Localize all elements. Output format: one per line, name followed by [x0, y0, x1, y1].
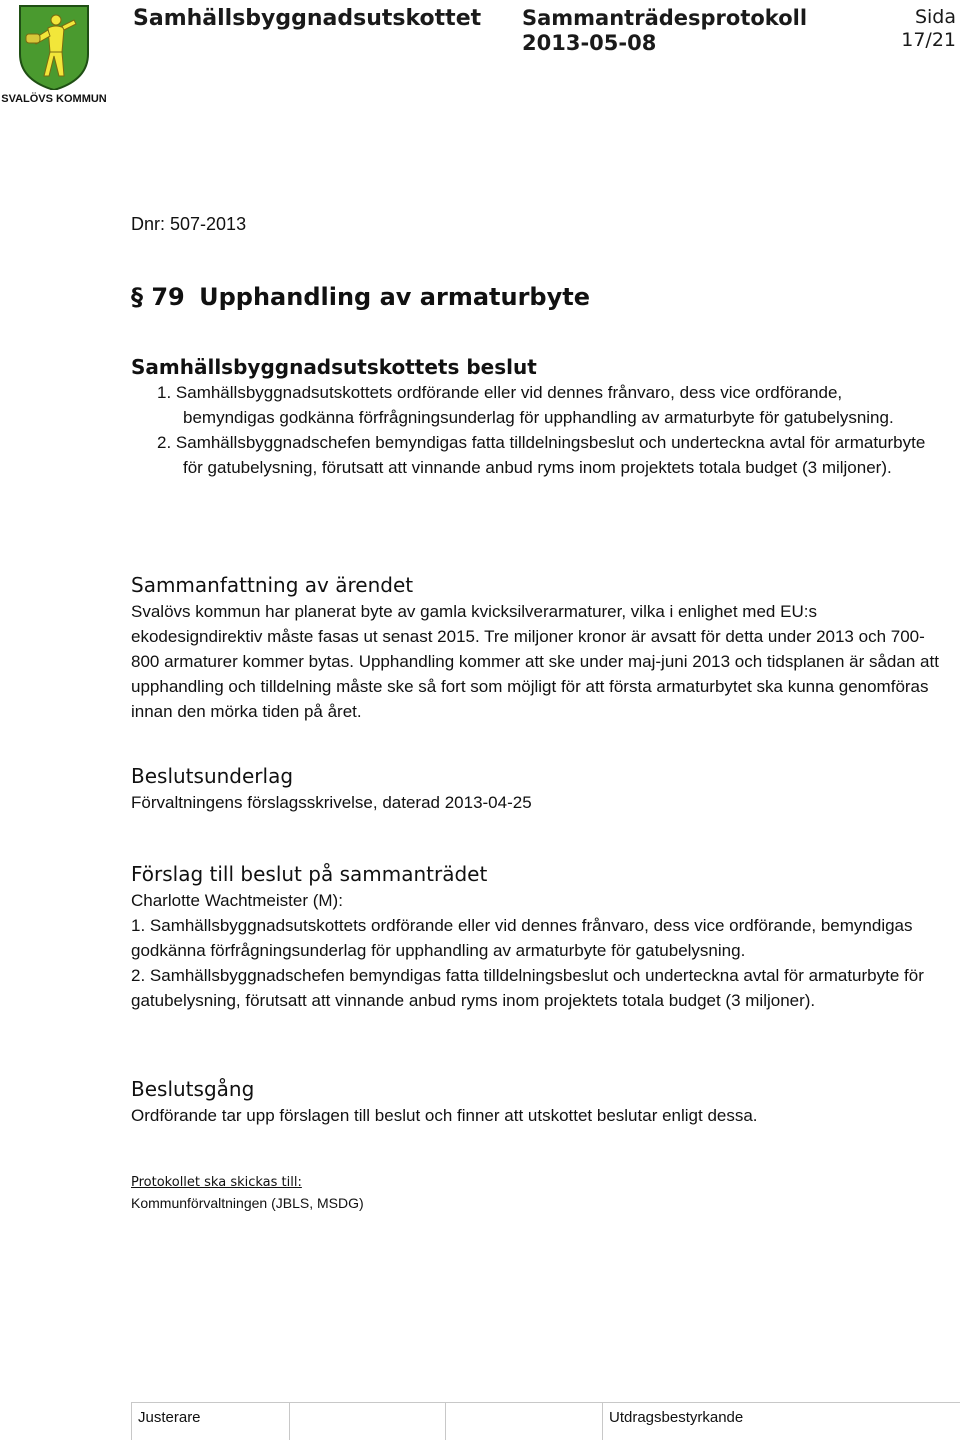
proposal-heading: Förslag till beslut på sammanträdet: [131, 862, 488, 886]
municipality-logo: [18, 4, 90, 90]
decision-list: [131, 380, 931, 480]
distribution-recipients: Kommunförvaltningen (JBLS, MSDG): [131, 1195, 364, 1211]
signature-box-2: [445, 1403, 603, 1440]
procedure-heading: Beslutsgång: [131, 1077, 255, 1101]
proposal-item-1: 1. Samhällsbyggnadsutskottets ordförande eller vid dennes frånvaro, dess vice ordförande, bemyndigas godkänna förfrågningsunderlag för upphandling av armaturbyte för gatubelysning.: [131, 916, 913, 960]
section-title: [131, 283, 590, 311]
decision-item-2: 2. Samhällsbyggnadschefen bemyndigas fatta tilldelningsbeslut och underteckna avtal för armaturbyte för gatubelysning, förutsatt att vinnande anbud ryms inom projektets totala budget (3 miljoner).: [157, 433, 926, 477]
municipality-name: SVALÖVS KOMMUN: [1, 93, 107, 105]
meeting-date: 2013-05-08: [522, 31, 657, 55]
proposal-section: [131, 860, 946, 1013]
utdrag-cell: [602, 1403, 822, 1440]
proposal-proposer: Charlotte Wachtmeister (M):: [131, 891, 343, 910]
procedure-section: [131, 1075, 946, 1128]
utdrag-label: Utdragsbestyrkande: [609, 1409, 744, 1426]
coat-of-arms-icon: [18, 4, 90, 90]
signature-footer: [131, 1402, 960, 1440]
section-symbol: §: [131, 283, 143, 311]
justerare-cell: [131, 1403, 290, 1440]
signature-box-1: [288, 1403, 446, 1440]
basis-section: [131, 762, 931, 815]
procedure-text: Ordförande tar upp förslagen till beslut och finner att utskottet beslutar enligt dessa.: [131, 1106, 758, 1125]
page-number: 17/21: [901, 29, 956, 51]
decision-heading: Samhällsbyggnadsutskottets beslut: [131, 355, 537, 379]
distribution-label: Protokollet ska skickas till:: [131, 1175, 302, 1190]
document-type: Sammanträdesprotokoll: [522, 6, 808, 30]
justerare-label: Justerare: [138, 1409, 201, 1426]
proposal-item-2: 2. Samhällsbyggnadschefen bemyndigas fatta tilldelningsbeslut och underteckna avtal för armaturbyte för gatubelysning, förutsatt att vinnande anbud ryms inom projektets totala budget (3 miljoner).: [131, 966, 924, 1010]
section-number: 79: [151, 283, 185, 311]
case-number: Dnr: 507-2013: [131, 214, 247, 234]
distribution-section: [131, 1173, 731, 1213]
page-label: Sida: [914, 6, 956, 28]
summary-text: Svalövs kommun har planerat byte av gamla kvicksilverarmaturer, vilka i enlighet med EU:s ekodesigndirektiv måste fasas ut senast 2015. Tre miljoner kronor är avsatt för detta under 2013 och 700-800 armaturer kommer bytas. Upphandling kommer att ske under maj-juni 2013 och tidsplanen är sådan att upphandling och tilldelning måste ske så fort som möjligt för att första armaturbytet ska kunna genomföras innan den mörka tiden på året.: [131, 602, 939, 721]
basis-heading: Beslutsunderlag: [131, 764, 294, 788]
decision-section: [131, 354, 931, 480]
basis-text: Förvaltningens förslagsskrivelse, daterad 2013-04-25: [131, 793, 532, 812]
summary-heading: Sammanfattning av ärendet: [131, 573, 414, 597]
committee-name: Samhällsbyggnadsutskottet: [133, 6, 482, 31]
decision-item-1: 1. Samhällsbyggnadsutskottets ordförande eller vid dennes frånvaro, dess vice ordförande, bemyndigas godkänna förfrågningsunderlag för upphandling av armaturbyte för gatubelysning.: [157, 383, 894, 427]
summary-section: [131, 571, 953, 724]
case-title: Upphandling av armaturbyte: [199, 283, 590, 311]
